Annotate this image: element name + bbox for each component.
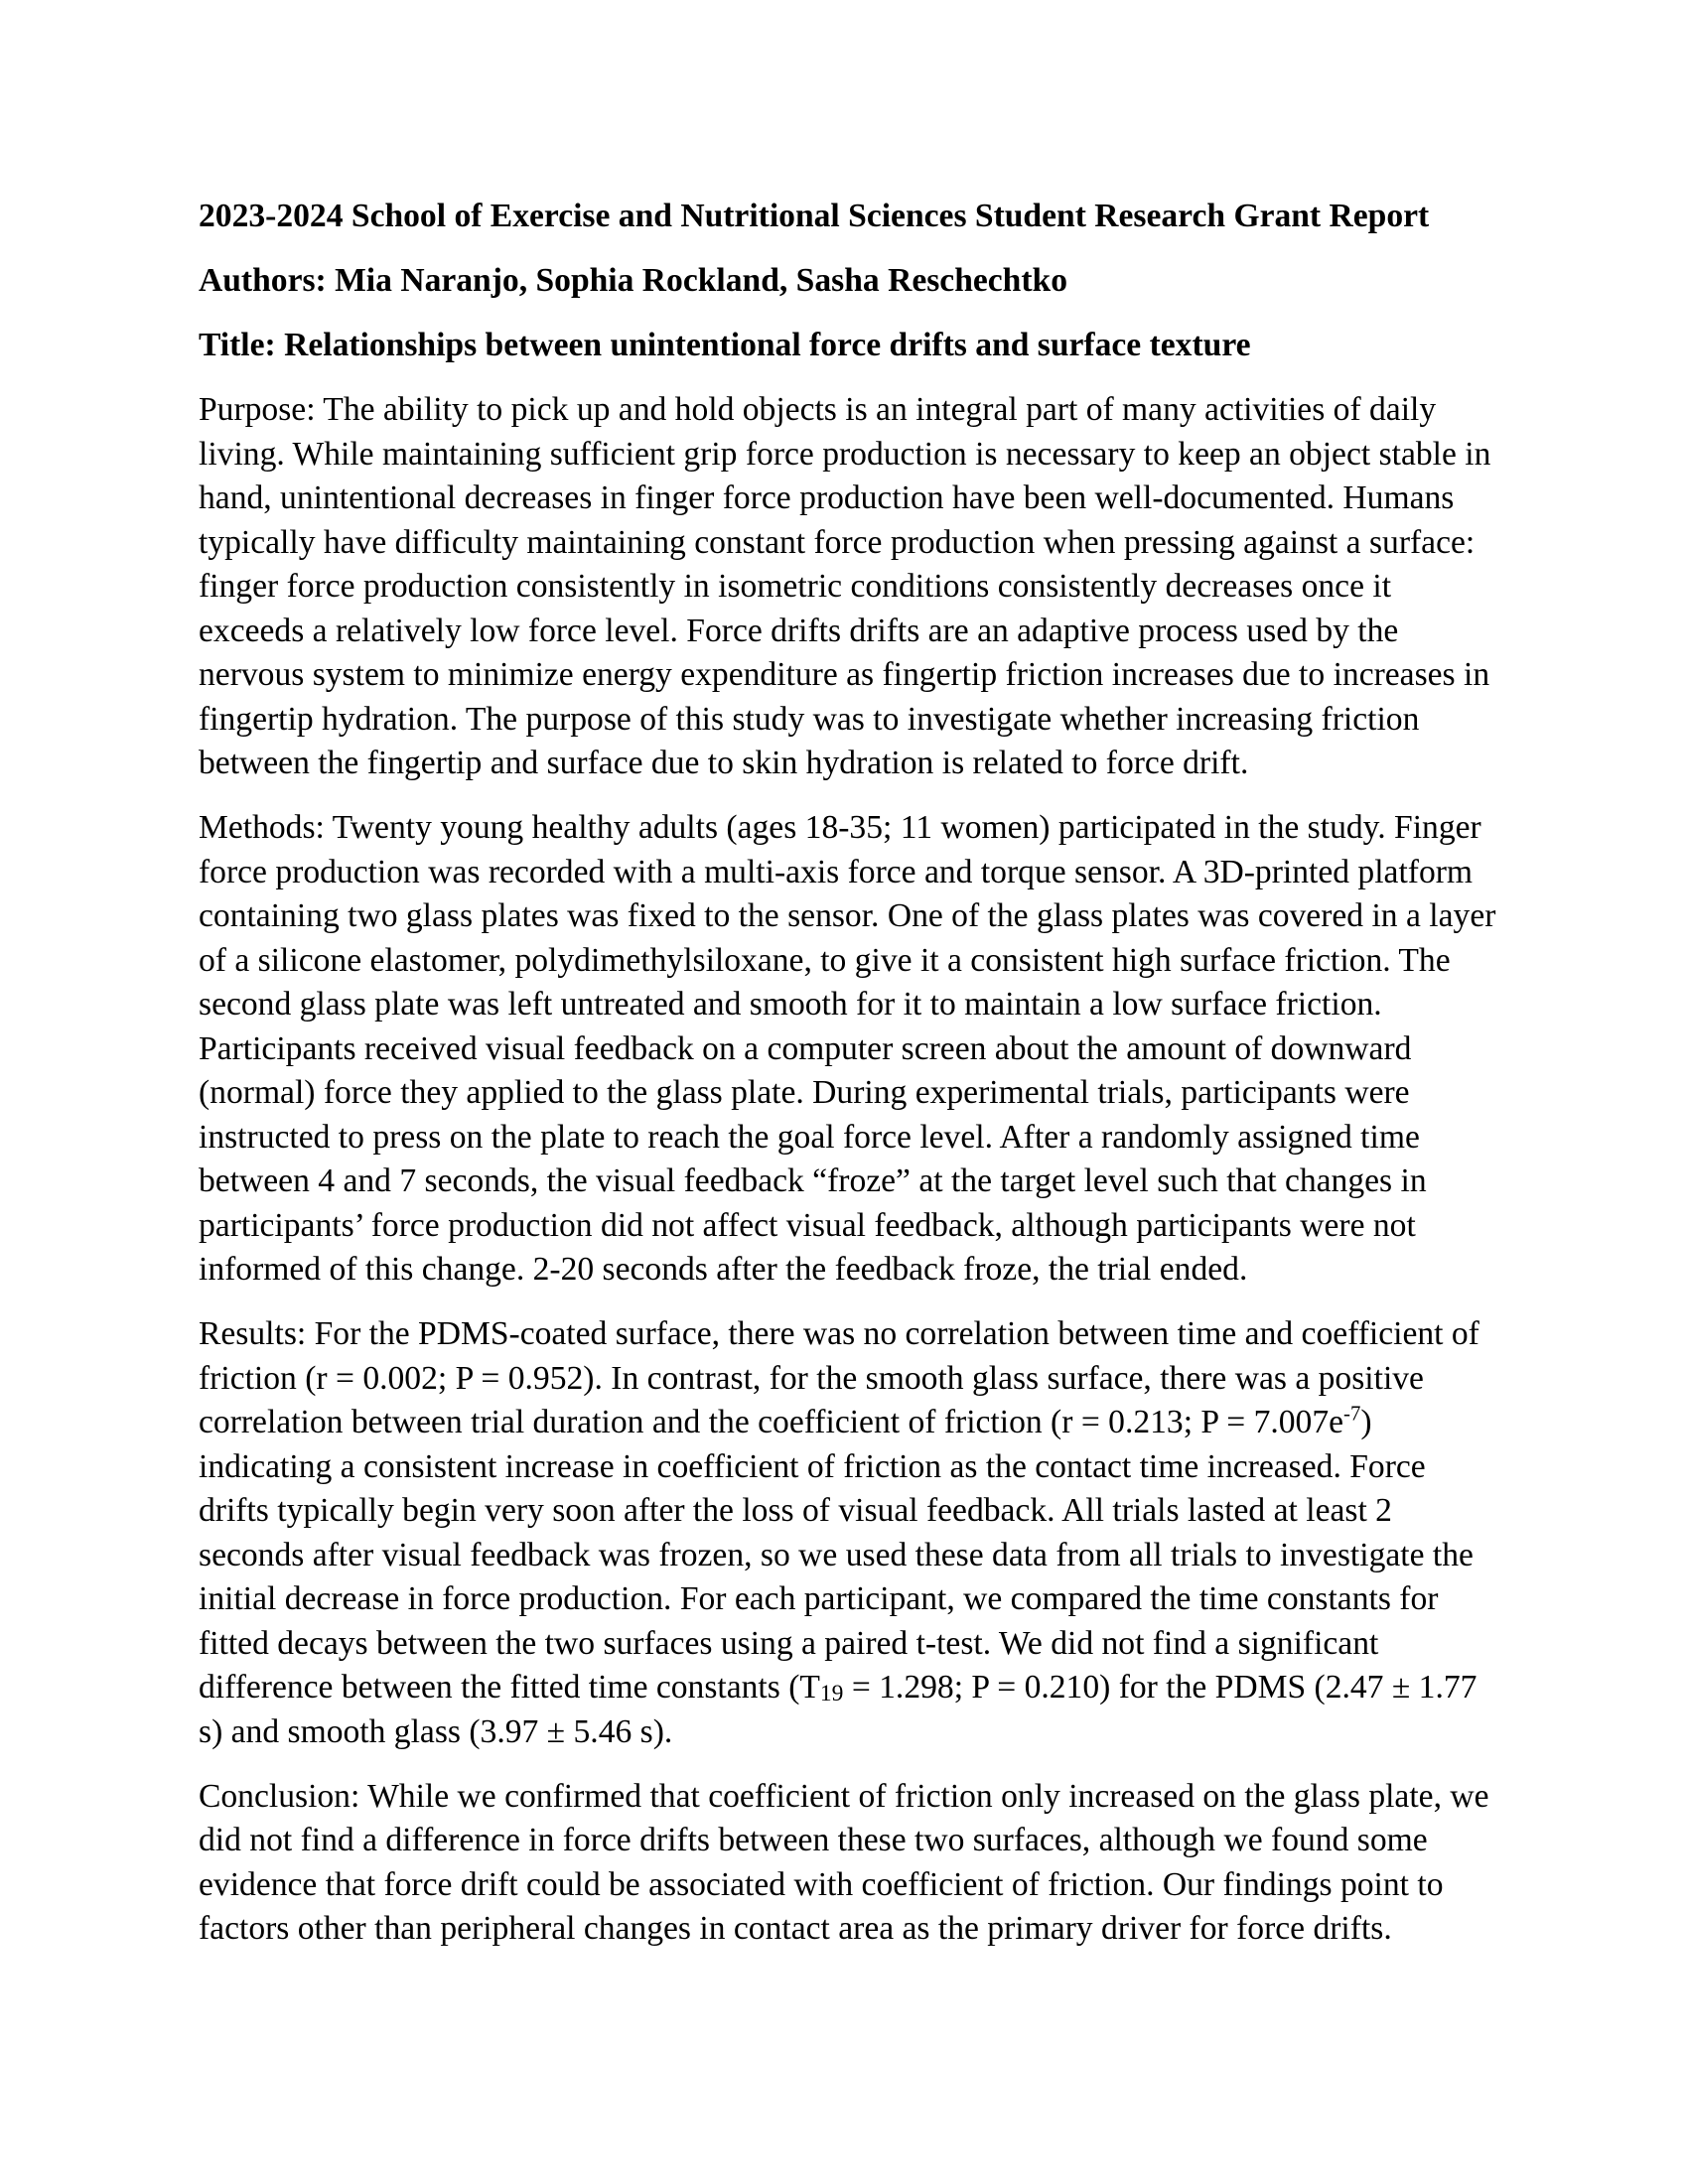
text-line: informed of this change. 2-20 seconds after the feedback froze, the trial ended. [199,1251,1248,1288]
text-line: exceeds a relatively low force level. Force drifts drifts are an adaptive process used by the [199,612,1399,649]
text-line: of a silicone elastomer, polydimethylsiloxane, to give it a consistent high surface friction. The [199,941,1451,979]
authors-line: Authors: Mia Naranjo, Sophia Rockland, Sasha Reschechtko [199,262,1067,299]
document-page [199,195,1496,1972]
text-fragment: = 1.298; P = 0.210) for the PDMS (2.47 ± 1.77 [843,1669,1477,1706]
text-line: did not find a difference in force drifts between these two surfaces, although we found some [199,1822,1428,1858]
text-line: force production was recorded with a multi-axis force and torque sensor. A 3D-printed platform [199,853,1474,890]
text-line: friction (r = 0.002; P = 0.952). In contrast, for the smooth glass surface, there was a positive [199,1359,1424,1397]
study-title: Title: Relationships between unintentional force drifts and surface texture [199,327,1251,363]
text-line: second glass plate was left untreated and smooth for it to maintain a low surface friction. [199,986,1382,1023]
text-line: containing two glass plates was fixed to the sensor. One of the glass plates was covered in a layer [199,897,1496,934]
text-line: s) and smooth glass (3.97 ± 5.46 s). [199,1712,673,1750]
text-line: (normal) force they applied to the glass plate. During experimental trials, participants were [199,1074,1410,1111]
text-line: Methods: Twenty young healthy adults (ages 18-35; 11 women) participated in the study. Finger [199,809,1481,846]
text-line: living. While maintaining sufficient grip force production is necessary to keep an object stable in [199,435,1491,473]
text-fragment: ) [1360,1404,1372,1440]
report-title: 2023-2024 School of Exercise and Nutritional Sciences Student Research Grant Report [199,198,1430,234]
text-line: indicating a consistent increase in coefficient of friction as the contact time increased. Force [199,1447,1426,1485]
conclusion-paragraph [199,1775,1489,1952]
text-line: finger force production consistently in isometric conditions consistently decreases once it [199,568,1392,605]
text-line: evidence that force drift could be associated with coefficient of friction. Our findings point to [199,1865,1444,1903]
text-fragment: difference between the fitted time constants (T [199,1669,820,1706]
text-line: Participants received visual feedback on a computer screen about the amount of downward [199,1029,1412,1067]
text-line: fingertip hydration. The purpose of this study was to investigate whether increasing friction [199,700,1420,738]
text-line: hand, unintentional decreases in finger force production have been well-documented. Humans [199,479,1455,516]
text-fragment: correlation between trial duration and the coefficient of friction (r = 0.213; P = 7.007e [199,1404,1344,1440]
results-paragraph [199,1312,1489,1754]
text-line: Results: For the PDMS-coated surface, there was no correlation between time and coefficient of [199,1315,1479,1352]
text-line: factors other than peripheral changes in contact area as the primary driver for force drifts. [199,1910,1392,1947]
text-line: nervous system to minimize energy expenditure as fingertip friction increases due to increases in [199,656,1490,693]
text-line: drifts typically begin very soon after the loss of visual feedback. All trials lasted at least 2 [199,1492,1392,1529]
text-line: Conclusion: While we confirmed that coefficient of friction only increased on the glass plate, we [199,1777,1489,1815]
text-line: seconds after visual feedback was frozen, so we used these data from all trials to investigate the [199,1536,1474,1573]
text-line [199,1666,1489,1710]
methods-paragraph [199,806,1496,1293]
text-line: initial decrease in force production. For each participant, we compared the time constants for [199,1580,1439,1617]
purpose-paragraph [199,388,1489,786]
text-line: fitted decays between the two surfaces using a paired t-test. We did not find a significant [199,1624,1379,1662]
text-line: between the fingertip and surface due to skin hydration is related to force drift. [199,745,1249,781]
text-line: typically have difficulty maintaining constant force production when pressing against a surface: [199,523,1476,561]
text-line: between 4 and 7 seconds, the visual feedback “froze” at the target level such that changes in [199,1162,1427,1199]
text-line: Purpose: The ability to pick up and hold objects is an integral part of many activities of daily [199,391,1437,428]
text-line [199,1401,1489,1445]
text-line: participants’ force production did not affect visual feedback, although participants were not [199,1206,1416,1244]
text-line: instructed to press on the plate to reach the goal force level. After a randomly assigned time [199,1118,1420,1156]
superscript-exponent: -7 [1343,1401,1361,1426]
subscript-df: 19 [819,1680,844,1706]
